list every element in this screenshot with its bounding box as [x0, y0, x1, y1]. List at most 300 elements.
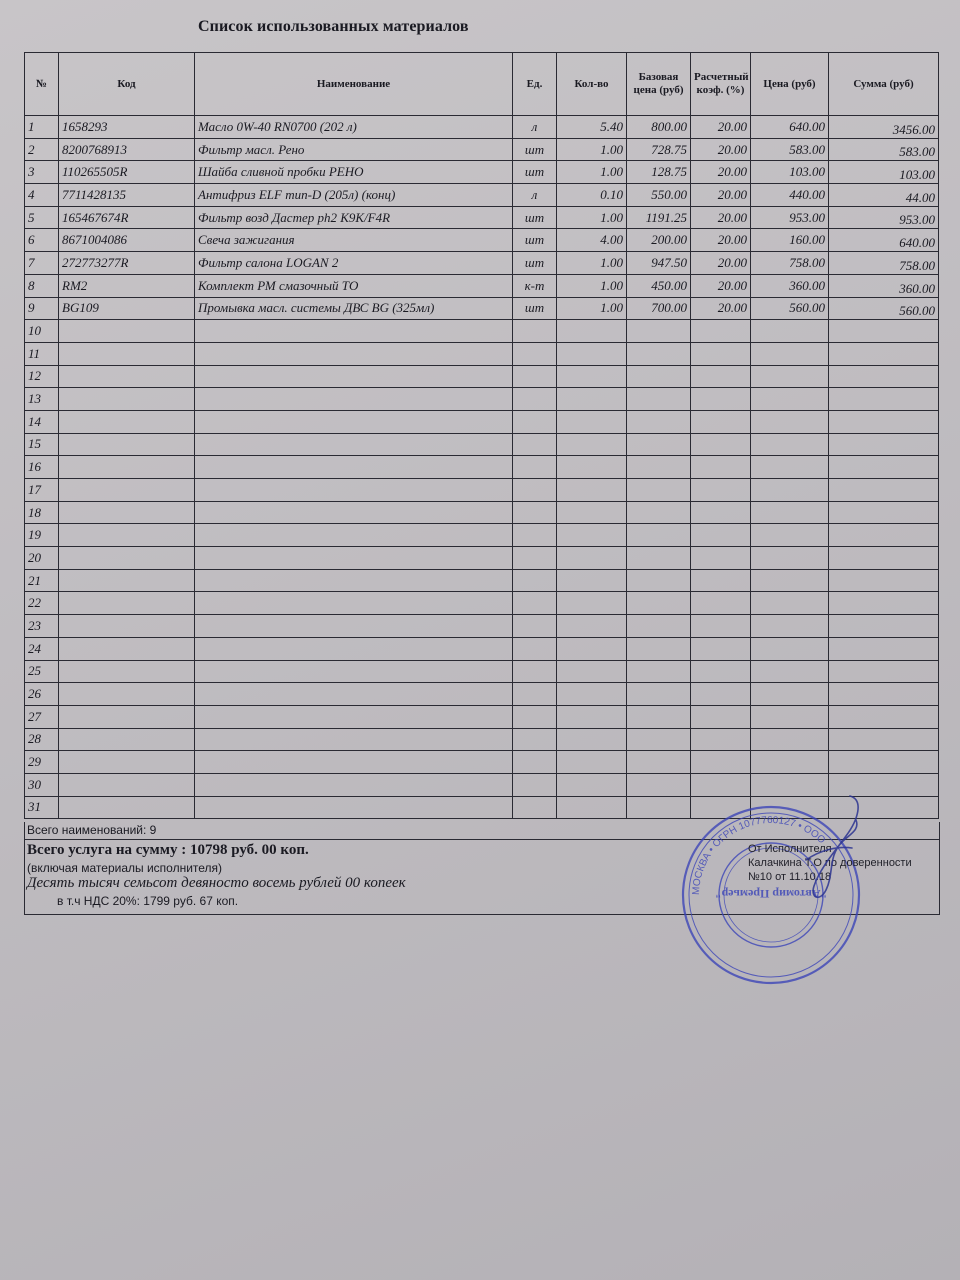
- row-code: [59, 410, 195, 433]
- row-coef: 20.00: [691, 274, 751, 297]
- row-price: [751, 433, 829, 456]
- row-unit: шт: [513, 138, 557, 161]
- row-qty: [557, 342, 627, 365]
- row-price: [751, 547, 829, 570]
- header-num: №: [25, 53, 59, 116]
- table-row-empty: [25, 320, 939, 343]
- row-name: Свеча зажигания: [195, 229, 513, 252]
- row-num: 4: [25, 184, 59, 207]
- row-qty: [557, 524, 627, 547]
- row-coef: [691, 728, 751, 751]
- row-price: [751, 524, 829, 547]
- row-name: [195, 660, 513, 683]
- row-code: [59, 615, 195, 638]
- table-row: [25, 184, 939, 207]
- row-sum: [829, 592, 939, 615]
- row-coef: [691, 615, 751, 638]
- row-unit: [513, 410, 557, 433]
- row-num: 7: [25, 252, 59, 275]
- signer-line-1: От Исполнителя: [748, 843, 832, 855]
- row-name: Фильтр салона LOGAN 2: [195, 252, 513, 275]
- included-note: (включая материалы исполнителя): [27, 861, 223, 875]
- row-name: [195, 728, 513, 751]
- row-qty: [557, 615, 627, 638]
- table-row: [25, 206, 939, 229]
- table-row: [25, 274, 939, 297]
- row-code: RM2: [59, 274, 195, 297]
- row-base-price: 700.00: [627, 297, 691, 320]
- row-num: 30: [25, 773, 59, 796]
- row-price: [751, 569, 829, 592]
- table-row-empty: [25, 728, 939, 751]
- row-coef: [691, 320, 751, 343]
- row-name: [195, 501, 513, 524]
- row-base-price: [627, 773, 691, 796]
- row-qty: [557, 320, 627, 343]
- header-code: Код: [59, 53, 195, 116]
- row-code: 8200768913: [59, 138, 195, 161]
- row-num: 18: [25, 501, 59, 524]
- row-num: 11: [25, 342, 59, 365]
- row-unit: л: [513, 184, 557, 207]
- row-code: [59, 660, 195, 683]
- row-num: 14: [25, 410, 59, 433]
- row-code: [59, 569, 195, 592]
- row-name: [195, 796, 513, 819]
- row-coef: [691, 592, 751, 615]
- row-sum: [829, 524, 939, 547]
- row-coef: [691, 705, 751, 728]
- row-qty: 1.00: [557, 297, 627, 320]
- row-sum: 44.00: [829, 184, 939, 207]
- table-row-empty: [25, 751, 939, 774]
- row-price: [751, 479, 829, 502]
- row-coef: [691, 569, 751, 592]
- table-body: [25, 116, 939, 819]
- row-code: [59, 592, 195, 615]
- row-qty: [557, 547, 627, 570]
- row-code: [59, 388, 195, 411]
- table-header: [25, 53, 939, 116]
- row-base-price: [627, 410, 691, 433]
- row-sum: [829, 547, 939, 570]
- row-code: [59, 751, 195, 774]
- row-qty: [557, 660, 627, 683]
- row-num: 27: [25, 705, 59, 728]
- row-code: [59, 705, 195, 728]
- row-price: [751, 751, 829, 774]
- row-name: [195, 479, 513, 502]
- table-row-empty: [25, 342, 939, 365]
- signer-line-2: Калачкина Т.О по доверенности: [748, 857, 912, 869]
- table-row-empty: [25, 388, 939, 411]
- row-code: [59, 456, 195, 479]
- row-qty: [557, 501, 627, 524]
- row-base-price: [627, 705, 691, 728]
- row-coef: [691, 547, 751, 570]
- row-num: 13: [25, 388, 59, 411]
- row-coef: [691, 479, 751, 502]
- row-base-price: [627, 501, 691, 524]
- header-base-price: Базовая цена (руб): [627, 53, 691, 116]
- row-code: [59, 637, 195, 660]
- table-row: [25, 138, 939, 161]
- row-num: 5: [25, 206, 59, 229]
- signer-line-3: №10 от 11.10.18: [748, 871, 832, 883]
- row-sum: 560.00: [829, 297, 939, 320]
- row-base-price: [627, 637, 691, 660]
- row-unit: [513, 615, 557, 638]
- document-title: Список использованных материалов: [198, 18, 469, 35]
- vat-line: в т.ч НДС 20%: 1799 руб. 67 коп.: [57, 894, 239, 908]
- row-unit: [513, 728, 557, 751]
- row-code: [59, 773, 195, 796]
- row-sum: [829, 728, 939, 751]
- row-qty: [557, 796, 627, 819]
- row-sum: 640.00: [829, 229, 939, 252]
- row-qty: [557, 388, 627, 411]
- row-sum: 3456.00: [829, 116, 939, 139]
- materials-table: [24, 52, 939, 819]
- row-coef: [691, 751, 751, 774]
- row-name: Антифриз ELF тип-D (205л) (конц): [195, 184, 513, 207]
- row-coef: 20.00: [691, 252, 751, 275]
- row-unit: [513, 705, 557, 728]
- row-base-price: [627, 365, 691, 388]
- row-num: 6: [25, 229, 59, 252]
- stamp-ring-text: МОСКВА • ОГРН 1077760127 • ООО: [690, 814, 828, 896]
- row-unit: [513, 433, 557, 456]
- row-num: 9: [25, 297, 59, 320]
- signature-icon: [780, 790, 870, 910]
- row-code: [59, 433, 195, 456]
- row-code: BG109: [59, 297, 195, 320]
- row-code: [59, 683, 195, 706]
- row-price: [751, 615, 829, 638]
- row-unit: [513, 683, 557, 706]
- row-sum: [829, 637, 939, 660]
- row-price: 440.00: [751, 184, 829, 207]
- table-row: [25, 229, 939, 252]
- row-qty: 1.00: [557, 161, 627, 184]
- row-unit: шт: [513, 252, 557, 275]
- row-unit: л: [513, 116, 557, 139]
- row-name: Шайба сливной пробки РЕНО: [195, 161, 513, 184]
- row-qty: 4.00: [557, 229, 627, 252]
- table-row: [25, 297, 939, 320]
- row-code: [59, 479, 195, 502]
- header-qty: Кол-во: [557, 53, 627, 116]
- row-sum: [829, 479, 939, 502]
- row-unit: [513, 637, 557, 660]
- row-sum: [829, 615, 939, 638]
- row-price: [751, 660, 829, 683]
- row-sum: 103.00: [829, 161, 939, 184]
- row-coef: 20.00: [691, 116, 751, 139]
- row-base-price: [627, 320, 691, 343]
- row-code: [59, 796, 195, 819]
- row-price: [751, 501, 829, 524]
- row-unit: к-т: [513, 274, 557, 297]
- row-name: Фильтр масл. Рено: [195, 138, 513, 161]
- row-coef: [691, 637, 751, 660]
- row-code: [59, 547, 195, 570]
- row-coef: [691, 456, 751, 479]
- row-coef: [691, 433, 751, 456]
- row-unit: [513, 796, 557, 819]
- row-base-price: 550.00: [627, 184, 691, 207]
- row-name: [195, 773, 513, 796]
- row-code: 165467674R: [59, 206, 195, 229]
- table-row-empty: [25, 569, 939, 592]
- table-row: [25, 161, 939, 184]
- table-row-empty: [25, 410, 939, 433]
- row-num: 28: [25, 728, 59, 751]
- row-num: 15: [25, 433, 59, 456]
- row-base-price: [627, 524, 691, 547]
- row-name: [195, 410, 513, 433]
- table-row: [25, 252, 939, 275]
- row-qty: [557, 410, 627, 433]
- row-unit: [513, 479, 557, 502]
- row-code: 110265505R: [59, 161, 195, 184]
- table-row-empty: [25, 592, 939, 615]
- row-name: [195, 547, 513, 570]
- row-name: [195, 751, 513, 774]
- row-price: 640.00: [751, 116, 829, 139]
- row-coef: 20.00: [691, 161, 751, 184]
- row-coef: [691, 388, 751, 411]
- row-unit: [513, 342, 557, 365]
- row-base-price: 200.00: [627, 229, 691, 252]
- row-num: 16: [25, 456, 59, 479]
- row-code: 8671004086: [59, 229, 195, 252]
- row-code: [59, 365, 195, 388]
- row-base-price: [627, 569, 691, 592]
- row-sum: [829, 705, 939, 728]
- row-base-price: 450.00: [627, 274, 691, 297]
- row-code: 1658293: [59, 116, 195, 139]
- table-row-empty: [25, 365, 939, 388]
- row-coef: [691, 342, 751, 365]
- row-sum: 953.00: [829, 206, 939, 229]
- header-unit: Ед.: [513, 53, 557, 116]
- row-price: [751, 592, 829, 615]
- row-unit: [513, 456, 557, 479]
- row-num: 20: [25, 547, 59, 570]
- row-code: [59, 524, 195, 547]
- row-name: [195, 637, 513, 660]
- row-base-price: [627, 342, 691, 365]
- row-price: 103.00: [751, 161, 829, 184]
- row-price: [751, 637, 829, 660]
- row-sum: [829, 433, 939, 456]
- row-num: 8: [25, 274, 59, 297]
- row-name: Фильтр возд Дастер ph2 K9K/F4R: [195, 206, 513, 229]
- row-base-price: [627, 433, 691, 456]
- row-sum: [829, 365, 939, 388]
- row-sum: [829, 456, 939, 479]
- row-sum: [829, 320, 939, 343]
- row-num: 22: [25, 592, 59, 615]
- row-base-price: 128.75: [627, 161, 691, 184]
- row-qty: 5.40: [557, 116, 627, 139]
- row-sum: [829, 683, 939, 706]
- table-row-empty: [25, 660, 939, 683]
- row-coef: [691, 683, 751, 706]
- table-row-empty: [25, 683, 939, 706]
- row-name: [195, 569, 513, 592]
- row-coef: [691, 773, 751, 796]
- row-price: 583.00: [751, 138, 829, 161]
- row-sum: [829, 388, 939, 411]
- row-num: 3: [25, 161, 59, 184]
- row-name: [195, 615, 513, 638]
- row-code: 7711428135: [59, 184, 195, 207]
- row-qty: [557, 479, 627, 502]
- row-price: 758.00: [751, 252, 829, 275]
- row-unit: [513, 547, 557, 570]
- row-qty: [557, 683, 627, 706]
- row-unit: [513, 660, 557, 683]
- row-name: [195, 705, 513, 728]
- header-coef: Расчетный коэф. (%): [691, 53, 751, 116]
- row-price: [751, 456, 829, 479]
- row-sum: [829, 501, 939, 524]
- table-row-empty: [25, 547, 939, 570]
- row-qty: [557, 433, 627, 456]
- row-coef: 20.00: [691, 206, 751, 229]
- table-row-empty: [25, 637, 939, 660]
- table-row-empty: [25, 456, 939, 479]
- table-row-empty: [25, 479, 939, 502]
- row-unit: [513, 773, 557, 796]
- table-row-empty: [25, 705, 939, 728]
- row-name: [195, 365, 513, 388]
- row-price: [751, 683, 829, 706]
- row-code: [59, 501, 195, 524]
- row-name: [195, 320, 513, 343]
- row-qty: [557, 705, 627, 728]
- row-base-price: 728.75: [627, 138, 691, 161]
- row-base-price: 800.00: [627, 116, 691, 139]
- row-num: 29: [25, 751, 59, 774]
- row-base-price: [627, 547, 691, 570]
- row-base-price: 947.50: [627, 252, 691, 275]
- row-name: [195, 683, 513, 706]
- row-coef: 20.00: [691, 138, 751, 161]
- stamp-center-text: "Автомир Премьер": [714, 887, 828, 901]
- table-row: [25, 116, 939, 139]
- row-unit: [513, 501, 557, 524]
- row-num: 2: [25, 138, 59, 161]
- row-unit: [513, 365, 557, 388]
- row-num: 25: [25, 660, 59, 683]
- header-price: Цена (руб): [751, 53, 829, 116]
- row-sum: [829, 342, 939, 365]
- row-price: [751, 728, 829, 751]
- row-qty: 0.10: [557, 184, 627, 207]
- row-unit: [513, 388, 557, 411]
- row-price: 360.00: [751, 274, 829, 297]
- row-qty: [557, 592, 627, 615]
- row-qty: [557, 773, 627, 796]
- row-coef: 20.00: [691, 229, 751, 252]
- row-unit: [513, 751, 557, 774]
- row-base-price: [627, 683, 691, 706]
- row-code: 272773277R: [59, 252, 195, 275]
- row-code: [59, 320, 195, 343]
- amount-in-words: Десять тысяч семьсот девяносто восемь рублей 00 копеек: [27, 875, 406, 891]
- row-num: 31: [25, 796, 59, 819]
- row-unit: [513, 592, 557, 615]
- row-price: 160.00: [751, 229, 829, 252]
- row-name: [195, 592, 513, 615]
- row-coef: [691, 524, 751, 547]
- row-name: [195, 433, 513, 456]
- row-qty: [557, 569, 627, 592]
- row-name: Комплект РМ смазочный ТО: [195, 274, 513, 297]
- row-num: 23: [25, 615, 59, 638]
- row-name: [195, 524, 513, 547]
- row-code: [59, 728, 195, 751]
- row-qty: [557, 637, 627, 660]
- row-coef: 20.00: [691, 184, 751, 207]
- items-count: Всего наименований: 9: [25, 822, 939, 840]
- row-qty: 1.00: [557, 206, 627, 229]
- row-num: 21: [25, 569, 59, 592]
- row-unit: шт: [513, 161, 557, 184]
- row-base-price: [627, 751, 691, 774]
- row-sum: [829, 751, 939, 774]
- row-coef: 20.00: [691, 297, 751, 320]
- row-sum: [829, 569, 939, 592]
- row-qty: [557, 728, 627, 751]
- total-amount: Всего услуга на сумму : 10798 руб. 00 коп.: [27, 842, 309, 858]
- row-base-price: 1191.25: [627, 206, 691, 229]
- row-price: [751, 705, 829, 728]
- row-num: 26: [25, 683, 59, 706]
- row-name: [195, 388, 513, 411]
- row-unit: шт: [513, 229, 557, 252]
- row-price: [751, 410, 829, 433]
- row-base-price: [627, 388, 691, 411]
- table-row-empty: [25, 524, 939, 547]
- row-base-price: [627, 615, 691, 638]
- row-num: 10: [25, 320, 59, 343]
- row-sum: [829, 660, 939, 683]
- row-qty: 1.00: [557, 274, 627, 297]
- row-price: [751, 320, 829, 343]
- table-row-empty: [25, 615, 939, 638]
- row-price: 560.00: [751, 297, 829, 320]
- row-qty: [557, 365, 627, 388]
- row-base-price: [627, 479, 691, 502]
- row-num: 19: [25, 524, 59, 547]
- row-num: 24: [25, 637, 59, 660]
- header-sum: Сумма (руб): [829, 53, 939, 116]
- row-price: [751, 342, 829, 365]
- row-unit: [513, 524, 557, 547]
- row-sum: 758.00: [829, 252, 939, 275]
- row-sum: 360.00: [829, 274, 939, 297]
- row-name: Промывка масл. системы ДВС BG (325мл): [195, 297, 513, 320]
- table-row-empty: [25, 501, 939, 524]
- row-unit: [513, 569, 557, 592]
- row-unit: шт: [513, 206, 557, 229]
- row-qty: [557, 751, 627, 774]
- row-sum: [829, 410, 939, 433]
